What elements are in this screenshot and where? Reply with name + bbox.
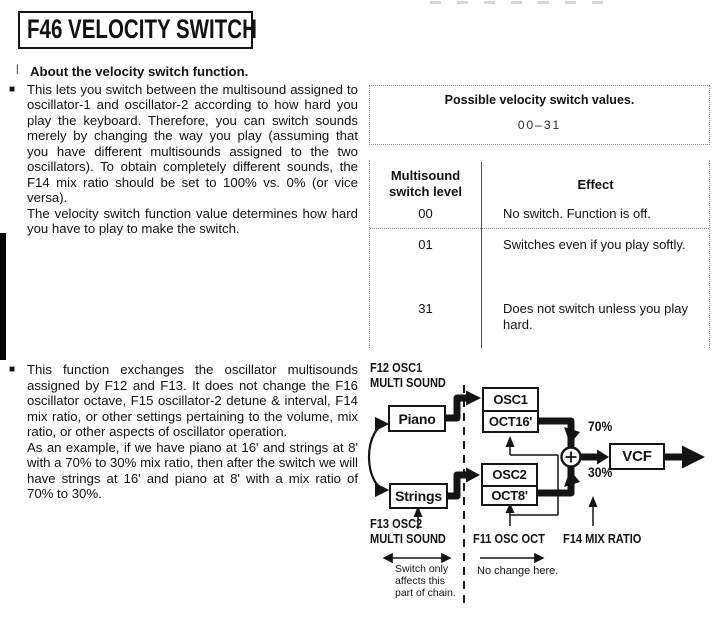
table-row-level: 00 (418, 206, 433, 221)
bullet-square-icon: ■ (9, 83, 16, 95)
paragraph-text: As an example, if we have piano at 16' and strings at 8' with a 70% to 30% mix ratio, then after the switch we will have strings at 16' and piano at 8' with a mix ratio of 70% to 30%. (27, 439, 358, 501)
f13-label-line1: F13 OSC2 (370, 516, 423, 531)
f11-osc-oct-label: F11 OSC OCT (473, 531, 545, 546)
table-row-effect: No switch. Function is off. (503, 206, 651, 221)
values-caption-box (369, 85, 710, 145)
table-row-level: 31 (418, 301, 433, 316)
osc1-octave-cell: OCT16' (484, 410, 537, 431)
signal-flow-diagram (362, 355, 725, 628)
table-header-level (370, 168, 481, 200)
heading-marker: | (16, 64, 19, 75)
scan-artifact (430, 1, 618, 4)
osc2-cell: OSC2 (492, 467, 527, 483)
page-title-box (18, 11, 257, 49)
f12-label-line1: F12 OSC1 (370, 360, 423, 375)
f13-label-line2: MULTI SOUND (370, 531, 446, 546)
bullet-square-icon: ■ (9, 364, 16, 375)
table-header-effect: Effect (577, 177, 614, 192)
mixer-plus-icon (562, 448, 581, 467)
f13-osc2-multisound-label (370, 516, 446, 546)
paragraph-text: This lets you switch between the multisound assigned to oscillator-1 and oscillator-2 according to how hard you play the keyboard. Therefore, you can switch sounds merely by changing the way you play (assuming that you have different multisounds assigned to the two oscillators). To obtain completely different sounds, the F14 mix ratio should be set to 100% vs. 0% (or vice versa). (27, 81, 358, 205)
multisound-swap-arrow (369, 424, 387, 490)
no-change-note: No change here. (477, 565, 559, 577)
table-row-level: 01 (418, 237, 433, 252)
mix-ratio-bottom-label: 30% (588, 465, 613, 480)
values-range: 00–31 (517, 118, 562, 132)
mixer-to-vcf-arrow (582, 450, 610, 465)
table-row-separator (370, 228, 709, 229)
paragraph (10, 440, 358, 502)
velocity-switch-table (369, 160, 710, 348)
osc1-box (482, 387, 539, 433)
section-heading-text: About the velocity switch function. (30, 64, 249, 79)
piano-multisound-box: Piano (388, 405, 446, 432)
osc1-cell: OSC1 (493, 392, 528, 407)
osc2-box (481, 463, 538, 506)
paragraph (10, 82, 358, 206)
strings-to-osc2-signal-arrow (448, 468, 480, 497)
section-exchange (10, 362, 358, 502)
vcf-box: VCF (609, 443, 665, 470)
f14-mix-ratio-pointer-arrow (589, 496, 598, 526)
vcf-output-arrow (665, 446, 705, 469)
paragraph (10, 206, 358, 237)
osc2-octave-cell: OCT8' (483, 485, 536, 505)
table-row-effect: Switches even if you play softly. (503, 237, 686, 252)
paragraph-text: This function exchanges the oscillator multisounds assigned by F12 and F13. It does not change the F16 oscillator octave, F15 oscillator-2 detune & interval, F14 mix ratio, or other settings pertaining to the volume, mix ratio, or other aspects of oscillator operation. (27, 362, 358, 439)
paragraph-text: The velocity switch function value determines how hard you have to play to make the switch. (27, 205, 358, 236)
page-edge-tab (0, 233, 6, 360)
paragraph (10, 362, 358, 440)
f12-osc1-multisound-label (370, 360, 446, 390)
switch-scope-note-line1: Switch only (395, 563, 449, 575)
table-header-level-line1: Multisound (390, 168, 461, 183)
section-about (10, 64, 358, 237)
table-header-level-line2: switch level (389, 184, 462, 199)
section-heading (10, 64, 358, 80)
mix-ratio-top-label: 70% (588, 419, 613, 434)
values-caption: Possible velocity switch values. (444, 93, 635, 107)
table-row-effect: Does not switch unless you play hard. (503, 301, 688, 332)
switch-scope-note (395, 563, 456, 599)
switch-scope-note-line3: part of chain. (395, 587, 456, 599)
f14-mix-ratio-label: F14 MIX RATIO (563, 531, 642, 546)
page-title: F46 VELOCITY SWITCH (27, 13, 257, 44)
strings-multisound-box: Strings (389, 483, 448, 509)
f12-label-line2: MULTI SOUND (370, 375, 446, 390)
switch-scope-note-line2: affects this (395, 575, 445, 587)
